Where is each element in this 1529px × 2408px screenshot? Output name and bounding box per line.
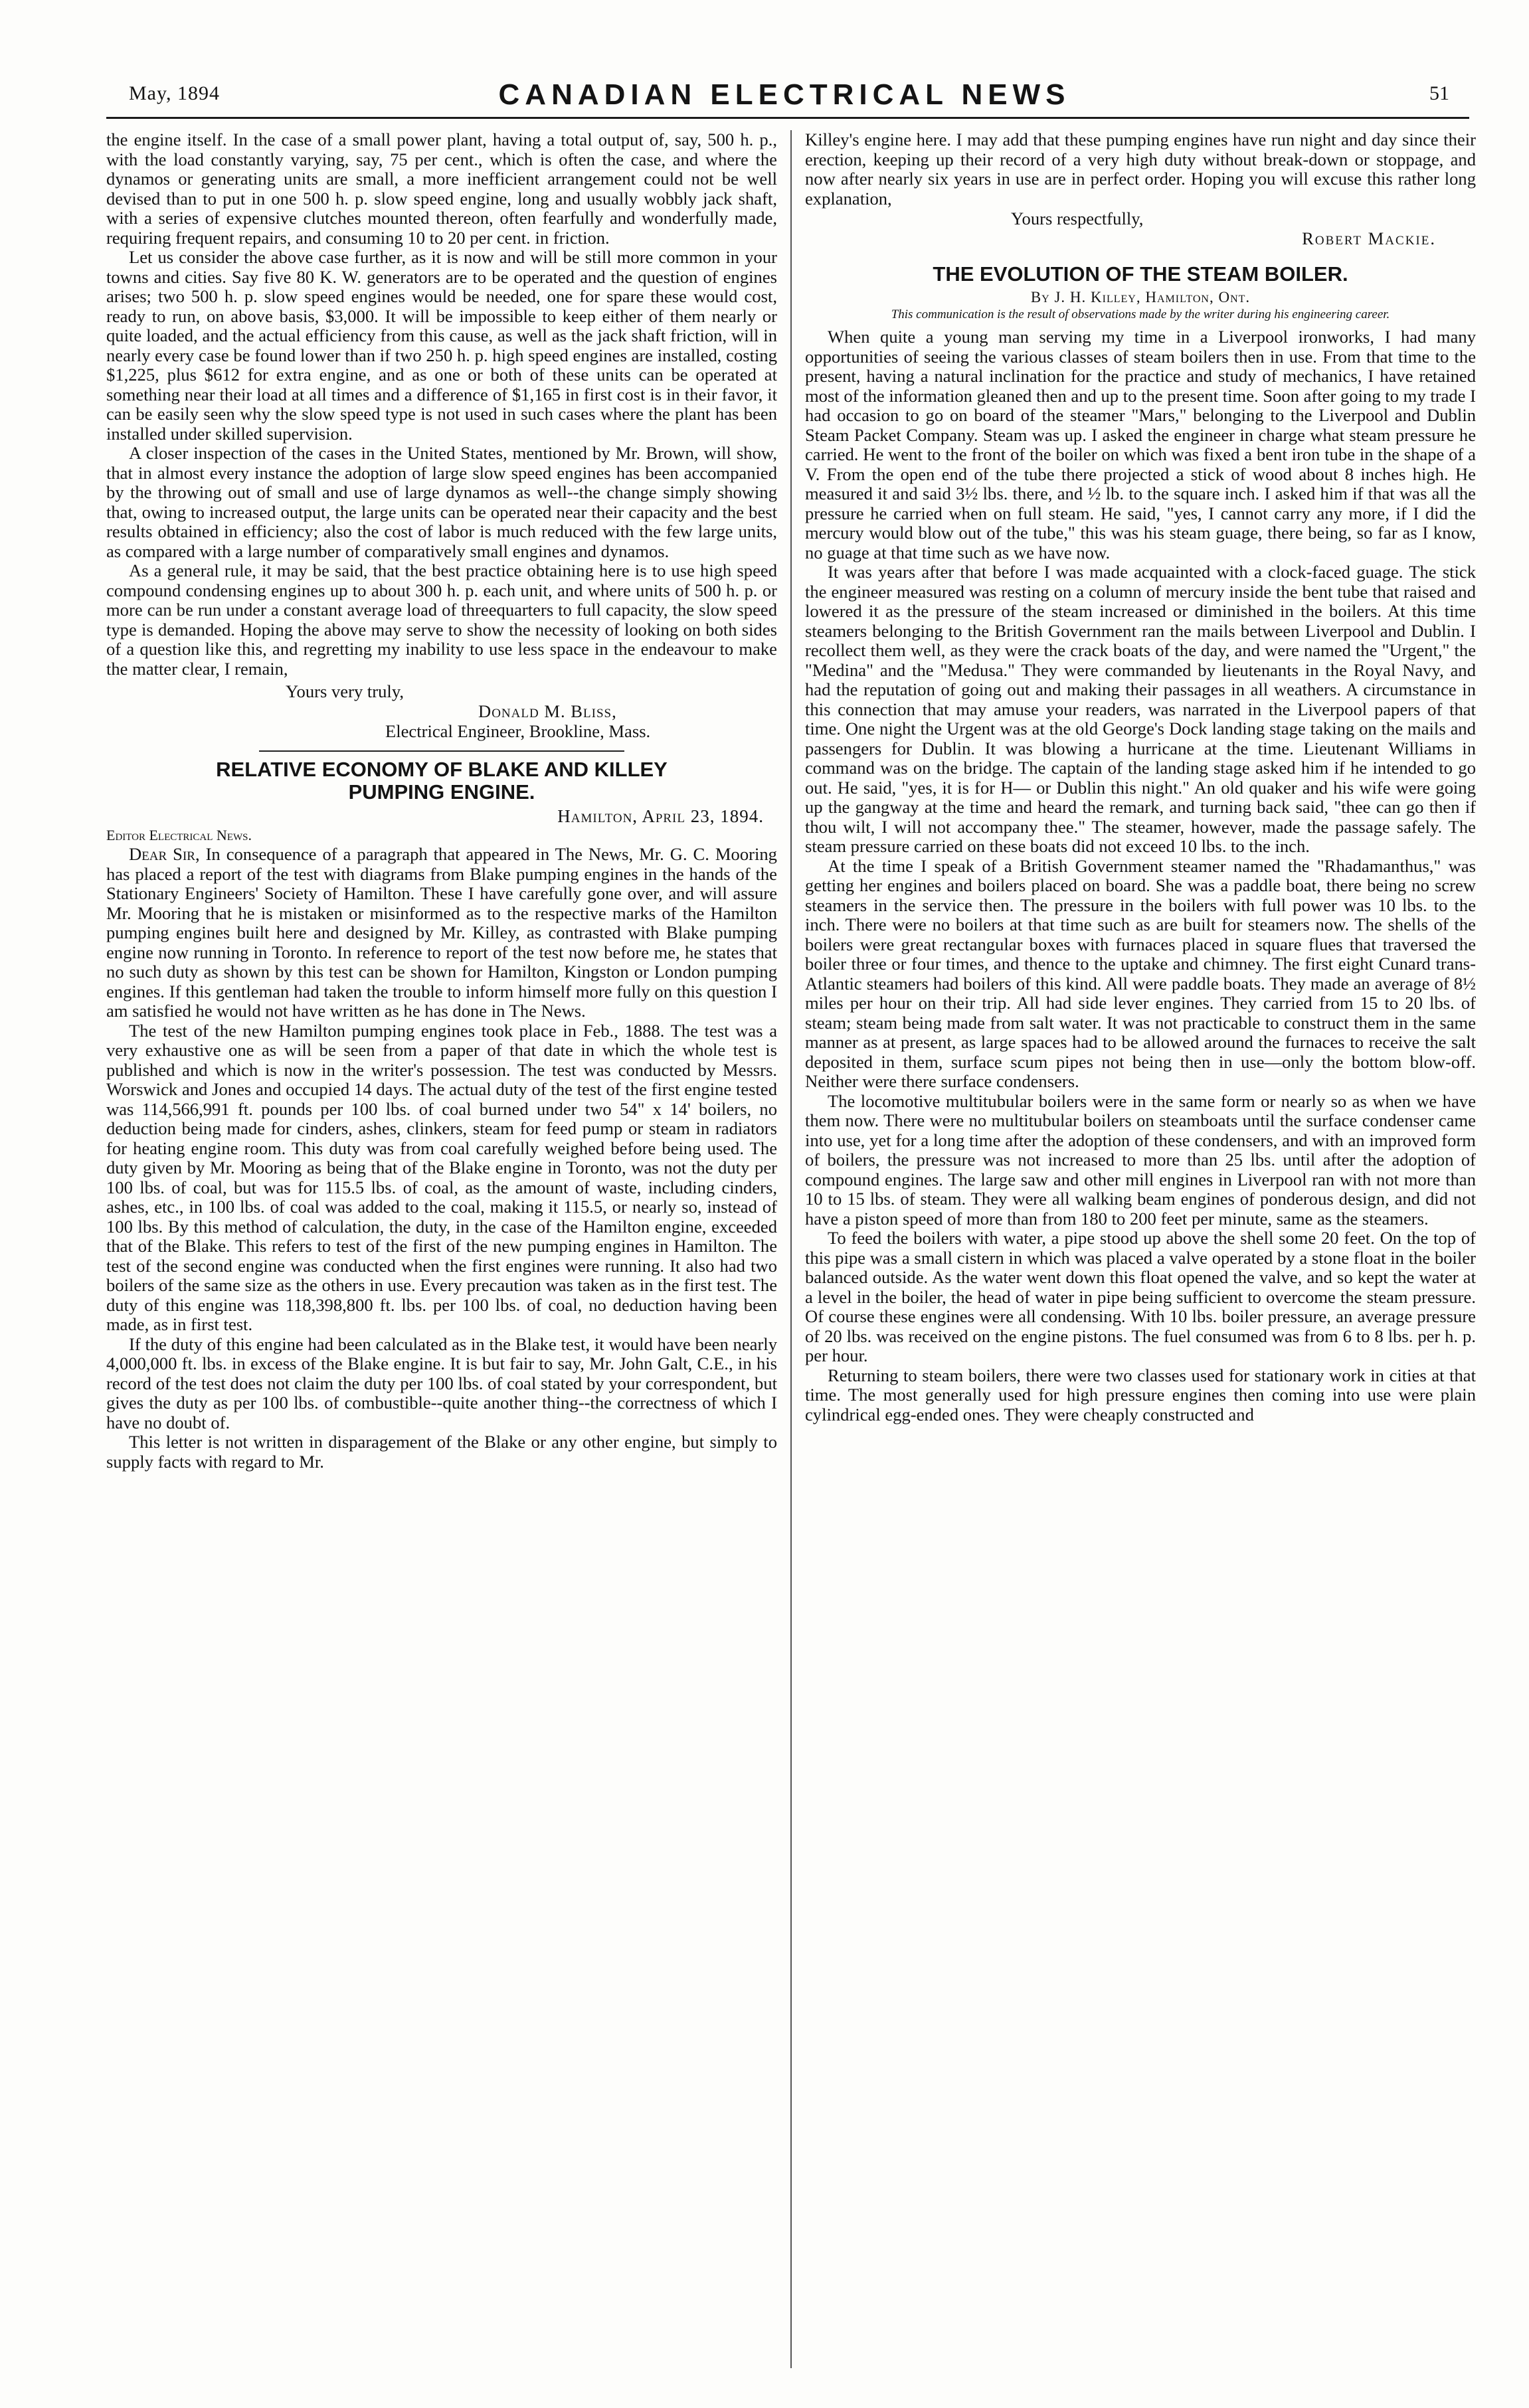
letter-closing: Yours very truly, (286, 681, 405, 701)
column-divider (790, 130, 792, 2368)
letter-closing: Yours respectfully, (1011, 209, 1144, 228)
paragraph: A closer inspection of the cases in the United States, mentioned by Mr. Brown, will show, that in almost every instance the adoption of large slow speed engines has been accompanied by the throwing out of small and use of large dynamos as well--the change simply showing that, owing to increased output, the large units can be operated near their capacity and the best results obtained in efficiency; also the cost of labor is much reduced with the few large units, as compared with a large number of comparatively small engines and dynamos. (106, 443, 777, 561)
dateline: Hamilton, April 23, 1894. (557, 806, 764, 826)
headline-line: PUMPING ENGINE. (348, 780, 535, 804)
paragraph: It was years after that before I was made acquainted with a clock-faced guage. The stick the engineer measured was resting on a column of mercury inside the bent tube that raised and lowered it as the pressure of the steam increased or diminished in the boilers. At this time steamers belonging to the British Government ran the mails between Liverpool and Dublin. I recollect them well, as they were the crack boats of the day, and were named the "Urgent," the "Medina" and the "Medusa." They were commanded by lieutenants in the Royal Navy, and had the reputation of going out and making their passages in all weathers. A circumstance in this connection that may amuse your readers, was narrated in the Liverpool papers of that time. One night the Urgent was at the old George's Dock landing stage taking on the mails and passengers for Dublin. It was blowing a hurricane at the time. Lieutenant Williams in command was on the bridge. The captain of the landing stage asked him if he intended to go out. He said, "yes, it is for H— or Dublin this night." An old quaker and his wife were going up the gangway at the time and heard the remark, and turning back said, "thee can go then if thou wilt, I will not accompany thee." The steamer, however, made the passage safely. The steam pressure carried on these boats did not exceed 10 lbs. to the inch. (805, 562, 1476, 856)
paragraph: As a general rule, it may be said, that the best practice obtaining here is to use high speed compound condensing engines up to about 300 h. p. each unit, and where units of 500 h. p. or more can be run under a constant average load of threequarters to full capacity, the slow speed type is demanded. Hoping the above may serve to show the necessity of looking on both sides of a question like this, and regretting my inability to use less space in the endeavour to make the matter clear, I remain, (106, 560, 777, 679)
masthead-title: CANADIAN ELECTRICAL NEWS (498, 78, 1071, 111)
paragraph-text: In consequence of a paragraph that appeared in The News, Mr. G. C. Mooring has placed a report of the test with diagrams from Blake pumping engines in the hands of the Stationary Engineers' Society of Hamilton. These I have carefully gone over, and will assure Mr. Mooring that he is mistaken or misinformed as to the respective marks of the Hamilton pumping engines built here and designed by Mr. Killey, as contrasted with Blake pumping engine now running in Toronto. In reference to report of the test now before me, he states that no such duty as shown by this test can be shown for Hamilton, Kingston or London pumping engines. If this gentleman had taken the trouble to inform himself more fully on this question I am satisfied he would not have written as he has done in The News. (106, 844, 777, 1021)
left-column (106, 130, 777, 2368)
article-headline: THE EVOLUTION OF THE STEAM BOILER. (933, 262, 1348, 286)
paragraph: When quite a young man serving my time in a Liverpool ironworks, I had many opportunities of seeing the various classes of steam boilers then in use. From that time to the present, having a natural inclination for the practice and study of mechanics, I have retained most of the information gleaned then and up to the present time. Soon after going to my trade I had occasion to go on board of the steamer "Mars," belonging to the Liverpool and Dublin Steam Packet Company. Steam was up. I asked the engineer in charge what steam pressure he carried. He went to the front of the boiler on which was fixed a bent iron tube in the shape of a V. From the open end of the tube there projected a stick of wood about 8 inches high. He measured it and said 3½ lbs. there, and ½ lb. to the square inch. I asked him if that was all the pressure he carried when on full steam. He said, "yes, I cannot carry any more, if I did the mercury would blow out of the tube," this was his steam guage, there being, so far as I know, no guage at that time such as we have now. (805, 327, 1476, 562)
right-column (805, 130, 1476, 2368)
paragraph: At the time I speak of a British Government steamer named the "Rhadamanthus," was getting her engines and boilers placed on board. She was a paddle boat, there being no screw steamers in the service then. The pressure in the boilers with full power was 10 lbs. to the inch. There were no boilers at that time such as are built for steamers now. The shells of the boilers were great rectangular boxes with furnaces placed in square flues that traversed the boiler three or four times, and thence to the uptake and chimney. The first eight Cunard trans-Atlantic steamers had boilers of this kind. All were paddle boats. They made an average of 8½ miles per hour on their trip. All had side lever engines. They carried from 15 to 20 lbs. of steam; steam being made from salt water. It was not practicable to construct them in the same manner as at present, as large spaces had to be allowed around the furnaces to receive the salt deposited in them, surface scum pipes not being then in use—only the bottom blow-off. Neither were there surface condensers. (805, 855, 1476, 1091)
headline-line: RELATIVE ECONOMY OF BLAKE AND KILLEY (216, 758, 668, 781)
signatory-name: Donald M. Bliss, (478, 701, 617, 721)
paragraph: To feed the boilers with water, a pipe stood up above the shell some 20 feet. On the top of this pipe was a small cistern in which was placed a valve operated by a stone float in the boiler balanced outside. As the water went down this float opened the valve, and so kept the water at a level in the boiler, the head of water in pipe being sufficient to overcome the steam pressure. Of course these engines were all condensing. With 10 lbs. boiler pressure, an average pressure of 20 lbs. was received on the engine pistons. The fuel consumed was from 6 to 8 lbs. per h. p. per hour. (805, 1228, 1476, 1365)
paragraph: the engine itself. In the case of a small power plant, having a total output of, say, 500 h. p., with the load constantly varying, say, 75 per cent., which is often the case, and where the dynamos or generating units are small, a more inefficient arrangement could not be well devised than to put in one 500 h. p. slow speed engine, long and usually wobbly jack shaft, with a series of expensive clutches mounted thereon, often fearfully and wonderfully made, requiring frequent repairs, and consuming 10 to 20 per cent. in friction. (106, 130, 777, 248)
addressee: Editor Electrical News. (106, 827, 252, 843)
paragraph: Let us consider the above case further, as it is now and will be still more common in your towns and cities. Say five 80 K. W. generators are to be operated and the question of engines arises; two 500 h. p. slow speed engines would be needed, one for spare these would cost, ready to run, on above basis, $3,000. It will be impossible to keep either of them nearly or quite loaded, and the actual efficiency from this cause, as well as the jack shaft friction, will in nearly every case be found lower than if two 250 h. p. high speed engines are installed, costing $1,225, plus $612 for extra engine, and as one or both of these units can be operated at something near their load at all times and a difference of $1,165 in first cost is in their favor, it can be easily seen why the slow speed type is not used in such cases where the plant has been installed under skilled supervision. (106, 247, 777, 444)
signatory-title: Electrical Engineer, Brookline, Mass. (385, 721, 651, 741)
section-divider (259, 750, 624, 752)
byline: By J. H. Killey, Hamilton, Ont. (1030, 289, 1251, 305)
paragraph: If the duty of this engine had been calculated as in the Blake test, it would have been nearly 4,000,000 ft. lbs. in excess of the Blake engine. It is but fair to say, Mr. John Galt, C.E., in his record of the test does not claim the duty per 100 lbs. of coal stated by your correspondent, but gives the duty as per 100 lbs. of combustible--quite another thing--the correctness of which I have no doubt of. (106, 1333, 777, 1432)
signatory-name: Robert Mackie. (1302, 228, 1436, 248)
paragraph: This letter is not written in disparagement of the Blake or any other engine, but simply to supply facts with regard to Mr. (106, 1432, 777, 1472)
page-number: 51 (1429, 82, 1449, 104)
editor-note: This communication is the result of observations made by the writer during his engineering career. (891, 307, 1390, 321)
paragraph (106, 845, 777, 1021)
paragraph: Returning to steam boilers, there were two classes used for stationary work in cities at that time. The most generally used for high pressure engines then coming into use were plain cylindrical egg-ended ones. They were cheaply constructed and (805, 1365, 1476, 1424)
letter-signature (106, 681, 777, 741)
article-headline (106, 758, 777, 804)
salutation: Dear Sir, (129, 844, 200, 864)
header-rule (106, 117, 1469, 119)
paragraph: The test of the new Hamilton pumping engines took place in Feb., 1888. The test was a very exhaustive one as will be seen from a paper of that date in which the whole test is published and which is now in the writer's possession. The test was conducted by Messrs. Worswick and Jones and occupied 14 days. The actual duty of the test of the first engine tested was 114,566,991 ft. pounds per 100 lbs. of coal burned under two 54" x 14' boilers, no deduction being made for cinders, ashes, clinkers, steam for feed pump or steam in radiators for heating engine room. This duty was from coal carefully weighed before being used. The duty given by Mr. Mooring as being that of the Blake engine in Toronto, was not the duty per 100 lbs. of coal, but was for 115.5 lbs. of coal, as the amount of waste, including cinders, ashes, etc., in 100 lbs. of coal was added to the coal, making it 115.5, or nearly so, instead of 100 lbs. By this method of calculation, the duty, in the case of the Hamilton engine, exceeded that of the Blake. This refers to test of the first of the new pumping engines in Hamilton. The test of the second engine was conducted when the first engines were running. It also had two boilers of the same size as the others in use. Every precaution was taken as in the first test. The duty of this engine was 118,398,800 ft. lbs. per 100 lbs. of coal, no deduction having been made, as in first test. (106, 1020, 777, 1334)
issue-date: May, 1894 (129, 82, 221, 104)
page-header (100, 78, 1469, 118)
paragraph: Killey's engine here. I may add that these pumping engines have run night and day since their erection, keeping up their record of a very high duty without break-down or stoppage, and now after nearly six years in use are in perfect order. Hoping you will excuse this rather long explanation, (805, 130, 1476, 209)
paragraph: The locomotive multitubular boilers were in the same form or nearly so as when we have them now. There were no multitubular boilers on steamboats until the surface condenser came into use, yet for a long time after the adoption of these condensers, and with an improved form of boilers, the pressure was not increased to more than 25 lbs. until after the adoption of compound engines. The large saw and other mill engines in Liverpool ran with not more than 10 to 15 lbs. of steam. They were all walking beam engines of ponderous design, and did not have a piston speed of more than from 180 to 200 feet per minute, same as the steamers. (805, 1090, 1476, 1229)
